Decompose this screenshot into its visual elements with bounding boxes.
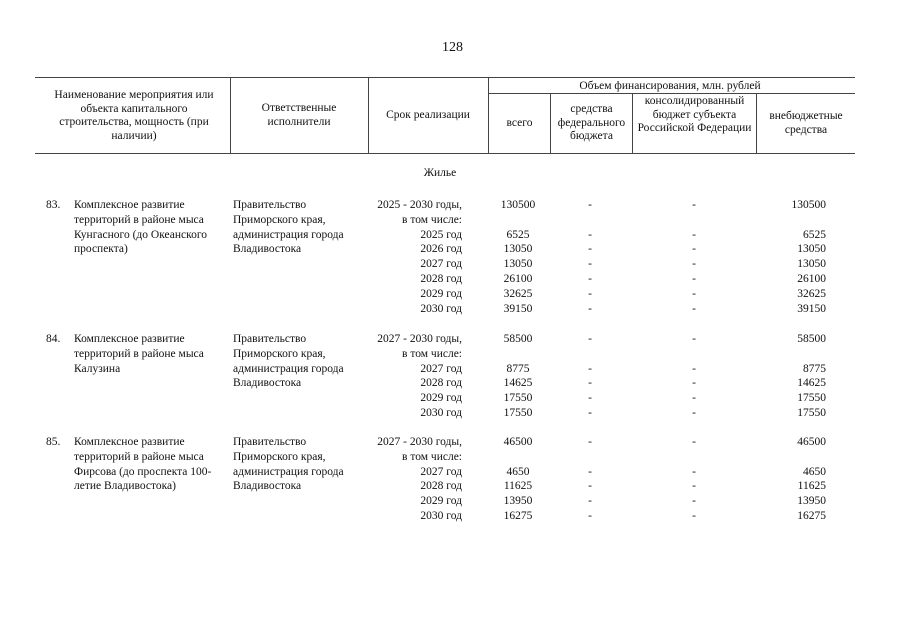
total-cell: 11625 xyxy=(503,480,533,493)
funding-row xyxy=(0,302,905,317)
federal-cell: - xyxy=(588,362,592,375)
regional-cell: - xyxy=(692,302,696,315)
regional-cell: - xyxy=(692,228,696,241)
total-cell: 8775 xyxy=(506,362,530,375)
total-cell: 58500 xyxy=(503,333,533,345)
project-name: Комплексное развитие территорий в районе мыса Калузина xyxy=(74,333,204,375)
extra-cell: 13950 xyxy=(797,495,826,508)
header-total: всего xyxy=(506,117,533,129)
federal-cell: - xyxy=(588,287,592,300)
project-rows xyxy=(0,332,905,421)
project-name: Комплексное развитие территорий в районе мыса Фирсова (до проспекта 100-летие Владивостока) xyxy=(74,436,212,493)
extra-cell: 16275 xyxy=(797,509,826,522)
federal-cell: - xyxy=(588,436,592,448)
federal-cell: - xyxy=(588,243,592,256)
header-extra: внебюджетные средства xyxy=(769,110,843,136)
term-cell: в том числе: xyxy=(402,213,462,226)
funding-row xyxy=(0,406,905,421)
total-cell: 39150 xyxy=(503,302,533,315)
total-cell: 13050 xyxy=(503,258,533,271)
total-cell: 130500 xyxy=(500,199,536,211)
term-cell: в том числе: xyxy=(402,347,462,360)
funding-row xyxy=(0,272,905,287)
funding-row xyxy=(0,213,905,228)
regional-cell: - xyxy=(692,199,696,211)
regional-cell: - xyxy=(692,362,696,375)
term-cell: 2029 год xyxy=(420,392,462,405)
regional-cell: - xyxy=(692,272,696,285)
regional-cell: - xyxy=(692,377,696,390)
funding-row xyxy=(0,450,905,465)
extra-cell: 17550 xyxy=(797,406,826,419)
funding-row xyxy=(0,287,905,302)
funding-row xyxy=(0,509,905,524)
total-cell: 17550 xyxy=(503,406,533,419)
col-divider-1 xyxy=(230,77,231,153)
total-cell: 46500 xyxy=(503,436,533,448)
project-rows xyxy=(0,435,905,524)
funding-row xyxy=(0,242,905,257)
regional-cell: - xyxy=(692,333,696,345)
extra-cell: 58500 xyxy=(797,333,826,345)
funding-row xyxy=(0,257,905,272)
federal-cell: - xyxy=(588,228,592,241)
header-regional: консолидированный бюджет субъекта Российской Федерации xyxy=(637,95,752,134)
federal-cell: - xyxy=(588,272,592,285)
header-name: Наименование мероприятия или объекта капитального строительства, мощность (при наличии) xyxy=(54,89,214,142)
project-name: Комплексное развитие территорий в районе мыса Кунгасного (до Океанского проспекта) xyxy=(74,199,208,256)
project-responsible: Правительство Приморского края, администрация города Владивостока xyxy=(233,333,344,390)
term-cell: 2028 год xyxy=(420,377,462,390)
term-cell: 2028 год xyxy=(420,480,462,493)
header-responsible: Ответственные исполнители xyxy=(261,102,337,128)
extra-cell: 39150 xyxy=(797,302,826,315)
project-number: 83. xyxy=(46,199,61,211)
funding-row xyxy=(0,494,905,509)
funding-row xyxy=(0,332,905,347)
federal-cell: - xyxy=(588,199,592,211)
total-cell: 14625 xyxy=(503,377,533,390)
term-cell: 2026 год xyxy=(420,243,462,256)
federal-cell: - xyxy=(588,392,592,405)
extra-cell: 6525 xyxy=(803,228,826,241)
total-cell: 32625 xyxy=(503,287,533,300)
header-bottom-rule xyxy=(35,153,855,154)
term-cell: 2030 год xyxy=(420,406,462,419)
total-cell: 17550 xyxy=(503,392,533,405)
term-cell: 2027 год xyxy=(420,465,462,478)
project-rows xyxy=(0,198,905,316)
federal-cell: - xyxy=(588,377,592,390)
extra-cell: 11625 xyxy=(797,480,826,493)
regional-cell: - xyxy=(692,436,696,448)
funding-row xyxy=(0,347,905,362)
regional-cell: - xyxy=(692,258,696,271)
extra-cell: 8775 xyxy=(803,362,826,375)
regional-cell: - xyxy=(692,480,696,493)
regional-cell: - xyxy=(692,509,696,522)
project-responsible: Правительство Приморского края, администрация города Владивостока xyxy=(233,436,344,493)
project-responsible: Правительство Приморского края, администрация города Владивостока xyxy=(233,199,344,256)
total-cell: 6525 xyxy=(506,228,530,241)
section-title: Жилье xyxy=(423,167,457,179)
federal-cell: - xyxy=(588,333,592,345)
funding-row xyxy=(0,376,905,391)
extra-cell: 14625 xyxy=(797,377,826,390)
funding-row xyxy=(0,391,905,406)
regional-cell: - xyxy=(692,495,696,508)
project-number: 85. xyxy=(46,436,61,448)
regional-cell: - xyxy=(692,243,696,256)
term-cell: 2028 год xyxy=(420,272,462,285)
header-top-rule xyxy=(35,77,855,78)
total-cell: 13950 xyxy=(503,495,533,508)
funding-row xyxy=(0,362,905,377)
extra-cell: 26100 xyxy=(797,272,826,285)
term-cell: 2029 год xyxy=(420,287,462,300)
extra-cell: 130500 xyxy=(791,199,826,211)
term-cell: 2025 год xyxy=(420,228,462,241)
page-number: 128 xyxy=(442,40,463,55)
extra-cell: 32625 xyxy=(797,287,826,300)
header-federal: средства федерального бюджета xyxy=(557,103,626,142)
total-cell: 16275 xyxy=(503,509,533,522)
term-cell: 2025 - 2030 годы, xyxy=(377,199,462,211)
federal-cell: - xyxy=(588,406,592,419)
extra-cell: 4650 xyxy=(803,465,826,478)
regional-cell: - xyxy=(692,465,696,478)
header-term: Срок реализации xyxy=(386,109,470,121)
funding-row xyxy=(0,465,905,480)
term-cell: 2027 - 2030 годы, xyxy=(377,333,462,345)
federal-cell: - xyxy=(588,258,592,271)
term-cell: в том числе: xyxy=(402,450,462,463)
funding-row xyxy=(0,228,905,243)
federal-cell: - xyxy=(588,465,592,478)
header-funding: Объем финансирования, млн. рублей xyxy=(579,80,761,92)
regional-cell: - xyxy=(692,287,696,300)
federal-cell: - xyxy=(588,302,592,315)
extra-cell: 13050 xyxy=(797,243,826,256)
extra-cell: 13050 xyxy=(797,258,826,271)
federal-cell: - xyxy=(588,495,592,508)
total-cell: 26100 xyxy=(503,272,533,285)
funding-row xyxy=(0,479,905,494)
extra-cell: 17550 xyxy=(797,392,826,405)
col-divider-3 xyxy=(488,77,489,153)
project-number: 84. xyxy=(46,333,61,345)
total-cell: 4650 xyxy=(506,465,530,478)
federal-cell: - xyxy=(588,509,592,522)
total-cell: 13050 xyxy=(503,243,533,256)
extra-cell: 46500 xyxy=(797,436,826,448)
term-cell: 2027 - 2030 годы, xyxy=(377,436,462,448)
regional-cell: - xyxy=(692,392,696,405)
term-cell: 2030 год xyxy=(420,509,462,522)
col-divider-2 xyxy=(368,77,369,153)
term-cell: 2027 год xyxy=(420,362,462,375)
regional-cell: - xyxy=(692,406,696,419)
funding-row xyxy=(0,198,905,213)
funding-row xyxy=(0,435,905,450)
term-cell: 2027 год xyxy=(420,258,462,271)
federal-cell: - xyxy=(588,480,592,493)
term-cell: 2030 год xyxy=(420,302,462,315)
term-cell: 2029 год xyxy=(420,495,462,508)
